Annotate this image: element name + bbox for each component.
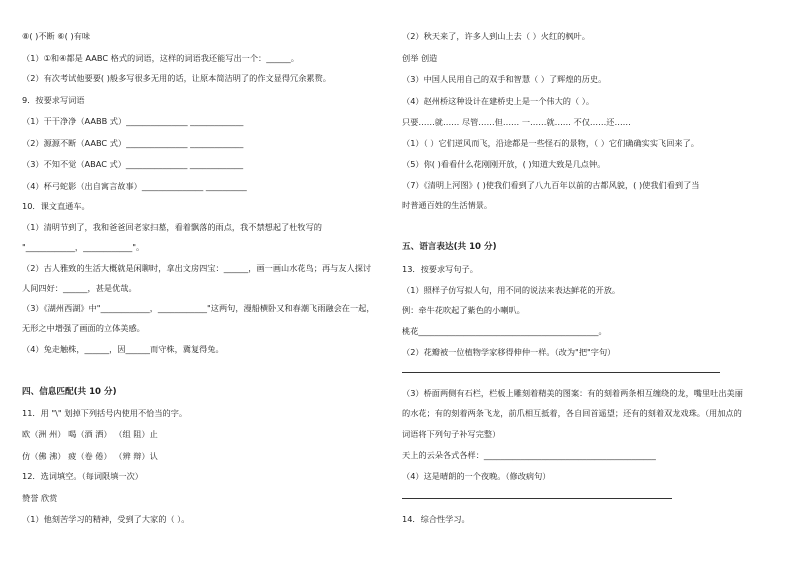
line-q11-title: 11．用 "\" 划掉下列括号内使用不恰当的字。 (22, 408, 188, 418)
line-connective-7b: 时普通百姓的生活情景。 (402, 200, 493, 210)
answer-line-q13-2[interactable] (402, 372, 720, 373)
line-q12-title: 12．选词填空。（每词限填一次） (22, 471, 143, 481)
line-q8-1: （1）①和④都是 AABC 格式的词语，这样的词语我还能写出一个：______。 (22, 53, 299, 63)
line-q10-3a: （3）《湖州西湖》中"____________，____________"这两句，漫船横卧又和春潮飞雨融会在一起， (22, 303, 375, 313)
line-q13-3b: 的水花；有的刻着两条飞龙，前爪相互抵着，各自回首遥望；还有的刻着双龙戏珠。（用加点的 (402, 408, 742, 418)
line-q10-title: 10．课文直通车。 (22, 201, 90, 211)
line-q13-title: 13．按要求写句子。 (402, 264, 478, 274)
line-q9-title: 9．按要求写词语 (22, 95, 85, 105)
line-q9-4: （4）杯弓蛇影（出自寓言故事）_______________ __________ (22, 181, 247, 191)
line-q12-3: （3）中国人民用自己的双手和智慧（ ）了辉煌的历史。 (402, 74, 607, 84)
line-q10-1b: "____________，____________"。 (22, 242, 145, 252)
line-q12-1: （1）他刻苦学习的精神，受到了大家的（ ）。 (22, 514, 190, 524)
line-q12-words: 赞誉 欣赏 (22, 493, 58, 503)
line-q8-words: ⑧( )不断 ⑥( )有味 (22, 31, 91, 41)
line-q9-1: （1）干干净净（AABB 式）_______________ _____________ (22, 116, 244, 126)
line-q13-2: （2）花瓣被一位植物学家移得伸仲一样。（改为"把"字句） (402, 347, 616, 357)
line-q10-4: （4）兔走触株，______，因______而守株，冀复得兔。 (22, 344, 224, 354)
line-q11-row1: 欧（洲 州） 喝（酒 洒） （组 阻）止 (22, 429, 158, 439)
section-five-heading: 五、语言表达(共 10 分) (402, 242, 497, 252)
line-q12-2: （2）秋天来了，许多人到山上去（ ）火红的枫叶。 (402, 31, 590, 41)
line-q12-words2: 创举 创造 (402, 53, 438, 63)
line-q11-row2: 仿（佛 沸） 疲（卷 倦） （辨 辩）认 (22, 451, 158, 461)
line-q13-example: 例：牵牛花吹起了紫色的小喇叭。 (402, 305, 525, 315)
line-q10-2b: 人间四好：______，甚是优哉。 (22, 283, 137, 293)
line-connective-1: （1）（ ）它们逆风而飞，沿途都是一些怪石的景物，（ ）它们确确实实飞回来了。 (402, 138, 699, 148)
section-four-heading: 四、信息匹配(共 10 分) (22, 387, 117, 397)
line-q14-title: 14．综合性学习。 (402, 514, 470, 524)
line-q13-1: （1）照样子仿写拟人句，用不同的说法来表达鲜花的开放。 (402, 285, 621, 295)
line-q9-3: （3）不知不觉（ABAC 式）_______________ _____________ (22, 159, 244, 169)
line-q8-2: （2）有次考试他要要( )般多写很多无用的话，让原本简洁明了的作文显得冗余累赘。 (22, 73, 331, 83)
line-connective-7a: （7）《清明上河图》( )使我们看到了八九百年以前的古都风貌，( )使我们看到了当 (402, 180, 700, 190)
line-q13-clouds: 天上的云朵各式各样：__________________________________________ (402, 450, 656, 460)
line-q12-4: （4）赵州桥这种设计在建桥史上是一个伟大的（ ）。 (402, 96, 595, 106)
line-q13-4: （4）这是晴朗的一个夜晚。（修改病句） (402, 471, 551, 481)
line-q13-3a: （3）桥面两侧有石栏，栏板上雕刻着精美的图案：有的刻着两条相互缠绕的龙，嘴里吐出美丽 (402, 388, 743, 398)
line-q13-peach: 桃花____________________________________________。 (402, 326, 607, 336)
line-q9-2: （2）源源不断（AABC 式）_______________ _____________ (22, 138, 244, 148)
line-q10-3b: 无形之中增强了画面的立体美感。 (22, 323, 145, 333)
line-q13-3c: 词语将下列句子补写完整） (402, 429, 501, 439)
line-q10-1a: （1）清明节到了，我和爸爸回老家扫墓，看着飘落的雨点，我不禁想起了杜牧写的 (22, 222, 322, 232)
line-connectives: 只要……就…… 尽管……但…… 一……就…… 不仅……还…… (402, 117, 631, 127)
line-q10-2a: （2）古人雅致的生活大概就是闲聊时，拿出文房四宝：______，画一画山水花鸟；再与友人探讨 (22, 263, 372, 273)
answer-line-q13-4[interactable] (402, 498, 672, 499)
line-connective-5: （5）你( )看看什么花刚刚开放，( )知道大致是几点钟。 (402, 159, 606, 169)
